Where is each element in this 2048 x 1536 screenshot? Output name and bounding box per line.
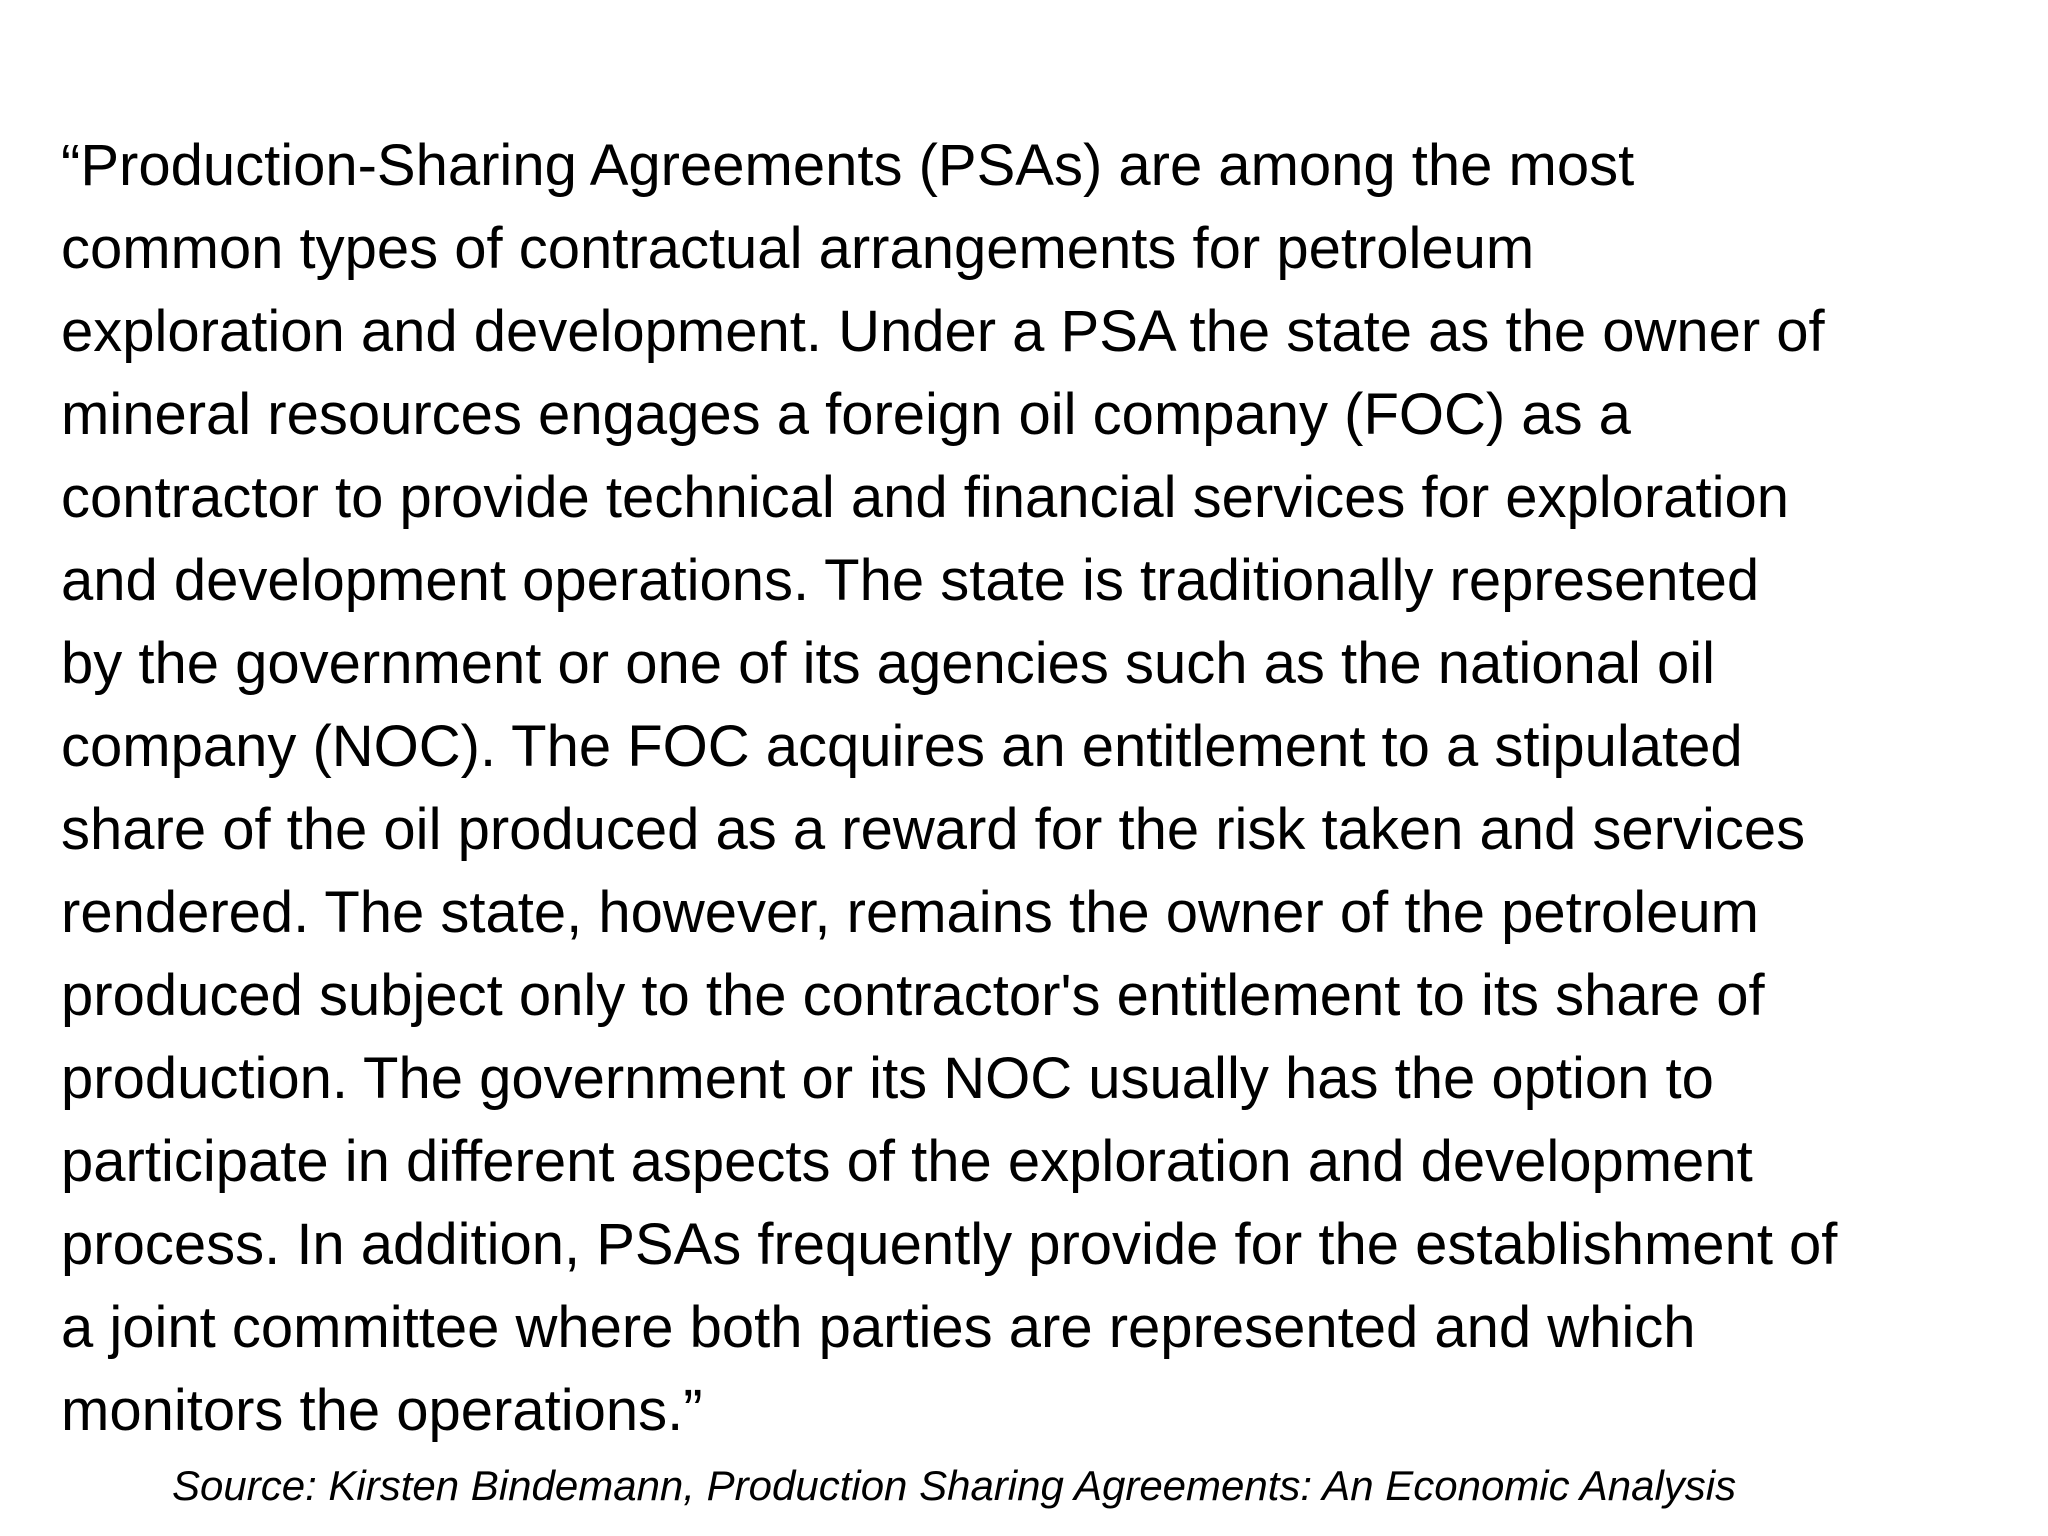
quote-line: share of the oil produced as a reward for the risk taken and services — [61, 797, 1806, 862]
quote-line: contractor to provide technical and financial services for exploration — [61, 465, 1790, 530]
quote-line: production. The government or its NOC usually has the option to — [61, 1046, 1714, 1111]
quote-line: by the government or one of its agencies such as the national oil — [61, 631, 1716, 696]
quote-line: common types of contractual arrangements for petroleum — [61, 216, 1535, 281]
quote-line: process. In addition, PSAs frequently provide for the establishment of — [61, 1212, 1838, 1277]
quote-line: and development operations. The state is traditionally represented — [61, 548, 1760, 613]
quote-line: monitors the operations.” — [61, 1378, 703, 1443]
quote-line: “Production-Sharing Agreements (PSAs) are among the most — [61, 133, 1635, 198]
quote-line: company (NOC). The FOC acquires an entitlement to a stipulated — [61, 714, 1743, 779]
quote-line: produced subject only to the contractor's entitlement to its share of — [61, 963, 1765, 1028]
quote-text — [61, 124, 2021, 1452]
source-citation: Source: Kirsten Bindemann, Production Sharing Agreements: An Economic Analysis — [172, 1462, 1737, 1509]
quote-line: exploration and development. Under a PSA the state as the owner of — [61, 299, 1825, 364]
quote-line: rendered. The state, however, remains the owner of the petroleum — [61, 880, 1760, 945]
quote-line: a joint committee where both parties are represented and which — [61, 1295, 1696, 1360]
quote-line: participate in different aspects of the exploration and development — [61, 1129, 1753, 1194]
quote-line: mineral resources engages a foreign oil company (FOC) as a — [61, 382, 1631, 447]
